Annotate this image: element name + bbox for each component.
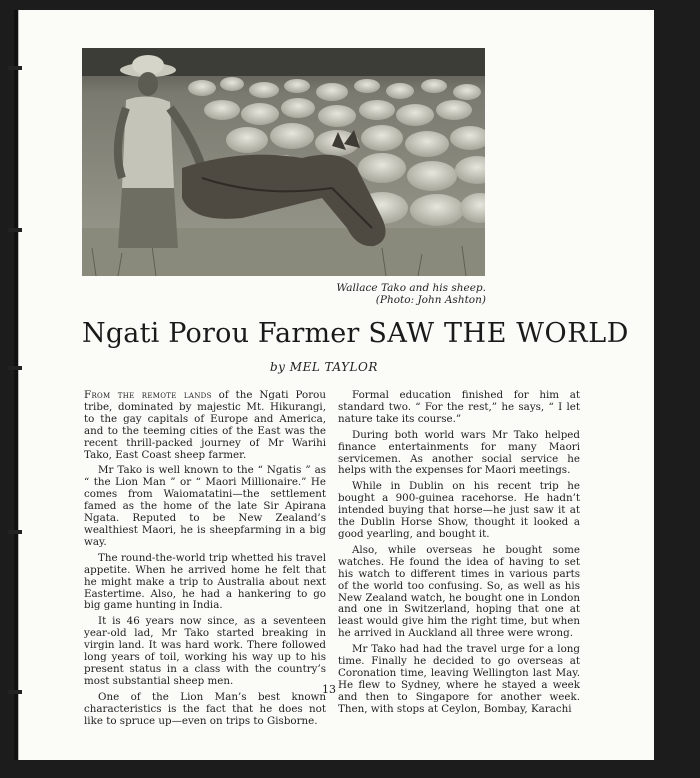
paragraph: It is 46 years now since, as a seventeen year-old lad, Mr Tako started breaking in virgin land. It was hard work. There followed long years of toil, working his way up to his present status in a class with the country’s most substantial sheep men. [84, 615, 326, 687]
binding-staple-5 [8, 690, 22, 694]
byline: by MEL TAYLOR [270, 360, 378, 374]
paragraph: During both world wars Mr Tako helped finance entertainments for many Maori servicemen. As another social service he helps with the expenses for Maori meetings. [338, 428, 580, 477]
paragraph [84, 390, 326, 461]
binding-staple-2 [8, 228, 22, 232]
article-column-left [84, 390, 326, 731]
caption-line-2: (Photo: John Ashton) [375, 294, 486, 306]
article-title [82, 318, 629, 349]
paragraph: While in Dublin on his recent trip he bought a 900-guinea racehorse. He hadn’t intended buying that horse—he just saw it at the Dublin Horse Show, thought it looked a good yearling, and bought it. [338, 480, 580, 540]
title-part-2: SAW THE WORLD [368, 318, 629, 349]
paragraph: Mr Tako had had the travel urge for a long time. Finally he decided to go overseas at Coronation time, leaving Wellington last May. He flew to Sydney, where he stayed a week and then to Singapore for another week. Then, with stops at Ceylon, Bombay, Karachi [338, 643, 580, 715]
photo-farmer-with-sheep [82, 48, 485, 276]
article-column-right [338, 390, 580, 720]
photo-caption [300, 282, 486, 306]
paragraph: Mr Tako is well known to the “ Ngatis ” as “ the Lion Man ” or “ Maori Millionaire.” He comes from Waiomatatini—the settlement famed as the home of the late Sir Apirana Ngata. Reputed to be New Zealand’s wealthiest Maori, he is sheepfarming in a big way. [84, 464, 326, 548]
paragraph-text: of the Ngati Porou tribe, dominated by majestic Mt. Hikurangi, to the gay capitals of Europe and America, and to the teeming cities of the East was the recent thrill-packed journey of Mr Warihi Tako, East Coast sheep farmer. [84, 389, 326, 461]
paragraph: Formal education finished for him at standard two. “ For the rest,” he says, “ I let nature take its course.” [338, 389, 580, 425]
binding-staple-1 [8, 66, 22, 70]
paragraph: One of the Lion Man’s best known characteristics is the fact that he does not like to spruce up—even on trips to Gisborne. [84, 690, 326, 727]
binding-staple-3 [8, 366, 22, 370]
binding-edge [18, 10, 19, 760]
lead-in: From the remote lands [84, 389, 212, 401]
title-part-1: Ngati Porou Farmer [82, 318, 369, 349]
page-number: 13 [322, 683, 336, 696]
paragraph: Also, while overseas he bought some watches. He found the idea of having to set his watch to different times in various parts of the world too confusing. So, as well as his New Zealand watch, he bought one in London and one in Switzerland, hoping that one at least would give him the right time, but when he arrived in Auckland all three were wrong. [338, 543, 580, 640]
caption-line-1: Wallace Tako and his sheep. [336, 282, 486, 294]
paragraph: The round-the-world trip whetted his travel appetite. When he arrived home he felt that he might make a trip to Australia about next Eastertime. Also, he had a hankering to go big game hunting in India. [84, 551, 326, 612]
binding-staple-4 [8, 530, 22, 534]
